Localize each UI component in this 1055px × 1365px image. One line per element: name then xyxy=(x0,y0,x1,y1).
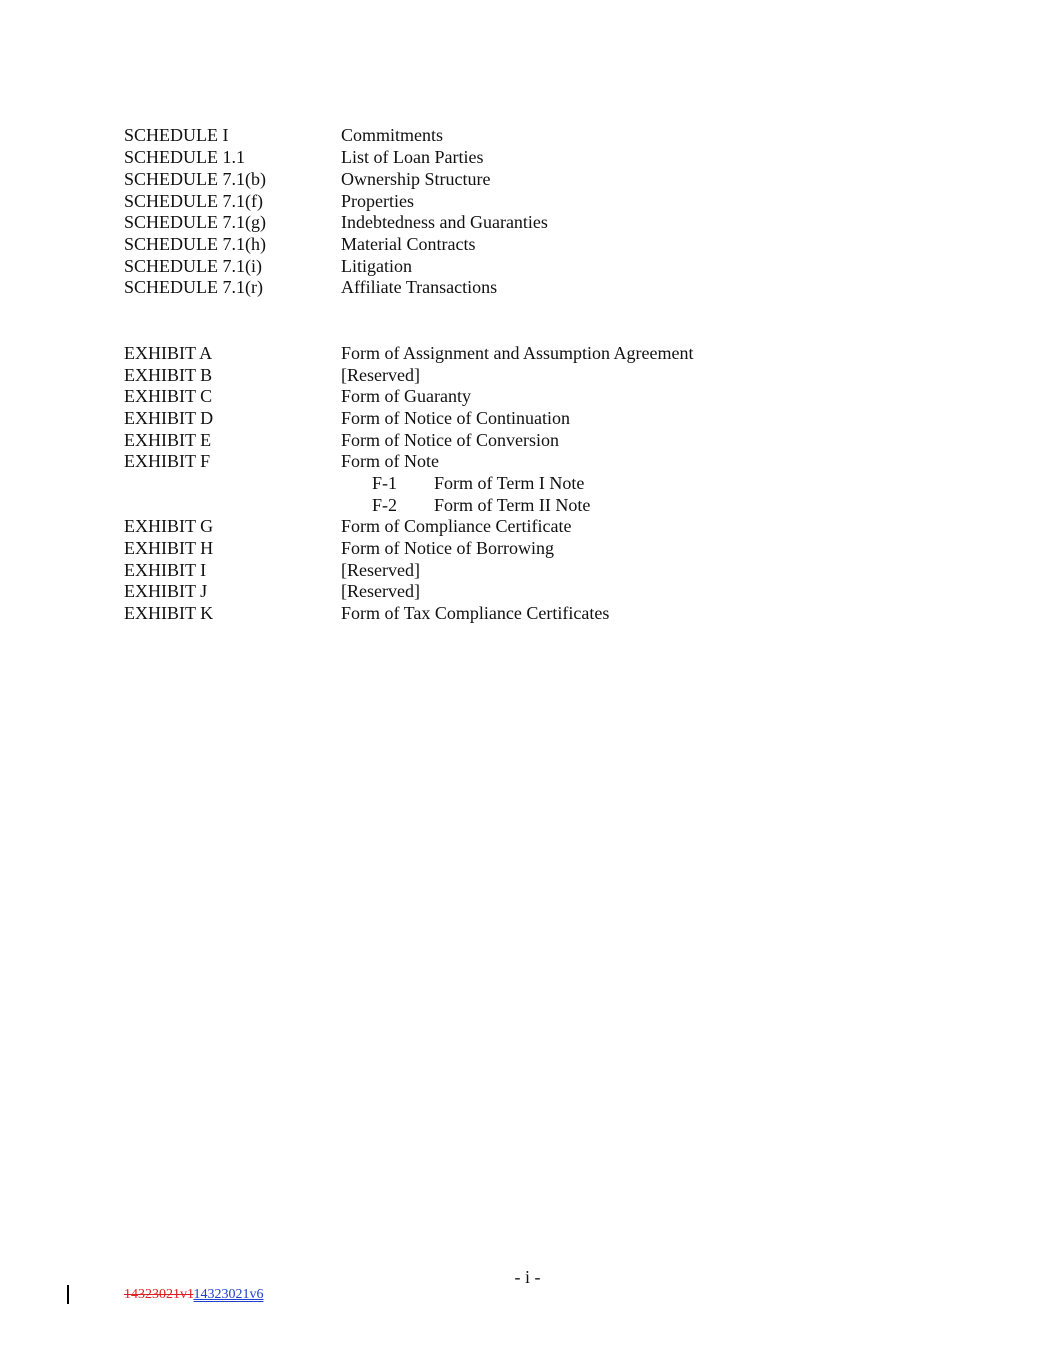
exhibit-title: Form of Notice of Conversion xyxy=(341,430,559,450)
schedule-title: Litigation xyxy=(341,256,412,276)
schedule-label: SCHEDULE I xyxy=(124,125,229,145)
exhibit-title: [Reserved] xyxy=(341,560,420,580)
exhibit-title: Form of Guaranty xyxy=(341,386,471,406)
schedule-label: SCHEDULE 7.1(b) xyxy=(124,169,266,189)
schedule-title: Commitments xyxy=(341,125,444,145)
schedule-label: SCHEDULE 1.1 xyxy=(124,147,245,167)
exhibit-label: EXHIBIT D xyxy=(124,408,214,428)
schedule-title: Affiliate Transactions xyxy=(341,277,498,297)
document-id xyxy=(124,1287,263,1303)
exhibit-title: [Reserved] xyxy=(341,365,420,385)
exhibit-title: Form of Compliance Certificate xyxy=(341,516,572,536)
exhibit-title: Form of Tax Compliance Certificates xyxy=(341,603,610,623)
schedule-title: Ownership Structure xyxy=(341,169,491,189)
exhibit-title: [Reserved] xyxy=(341,581,420,601)
exhibit-subitem-title: Form of Term I Note xyxy=(434,473,585,493)
exhibit-label: EXHIBIT F xyxy=(124,451,211,471)
revision-change-bar xyxy=(67,1285,69,1304)
exhibit-label: EXHIBIT K xyxy=(124,603,214,623)
exhibit-label: EXHIBIT J xyxy=(124,581,208,601)
schedule-label: SCHEDULE 7.1(h) xyxy=(124,234,266,254)
exhibit-label: EXHIBIT B xyxy=(124,365,213,385)
exhibit-label: EXHIBIT C xyxy=(124,386,213,406)
exhibit-subitem-code: F-1 xyxy=(372,473,398,493)
exhibit-label: EXHIBIT I xyxy=(124,560,207,580)
schedule-label: SCHEDULE 7.1(i) xyxy=(124,256,262,276)
exhibit-subitem-code: F-2 xyxy=(372,495,398,515)
inserted-document-id: 14323021v6 xyxy=(193,1287,264,1302)
schedule-label: SCHEDULE 7.1(f) xyxy=(124,191,263,211)
page-number: - i - xyxy=(514,1267,541,1287)
exhibit-label: EXHIBIT H xyxy=(124,538,214,558)
exhibit-subitem-title: Form of Term II Note xyxy=(434,495,591,515)
exhibit-title: Form of Note xyxy=(341,451,439,471)
exhibit-title: Form of Notice of Continuation xyxy=(341,408,570,428)
schedule-title: Material Contracts xyxy=(341,234,476,254)
schedule-label: SCHEDULE 7.1(g) xyxy=(124,212,266,232)
schedule-title: List of Loan Parties xyxy=(341,147,484,167)
exhibit-label: EXHIBIT G xyxy=(124,516,214,536)
exhibit-label: EXHIBIT E xyxy=(124,430,212,450)
schedule-label: SCHEDULE 7.1(r) xyxy=(124,277,263,297)
deleted-document-id: 14323021v1 xyxy=(124,1287,194,1302)
exhibit-title: Form of Notice of Borrowing xyxy=(341,538,554,558)
exhibit-title: Form of Assignment and Assumption Agreement xyxy=(341,343,694,363)
exhibit-label: EXHIBIT A xyxy=(124,343,213,363)
schedule-title: Properties xyxy=(341,191,414,211)
schedule-title: Indebtedness and Guaranties xyxy=(341,212,548,232)
